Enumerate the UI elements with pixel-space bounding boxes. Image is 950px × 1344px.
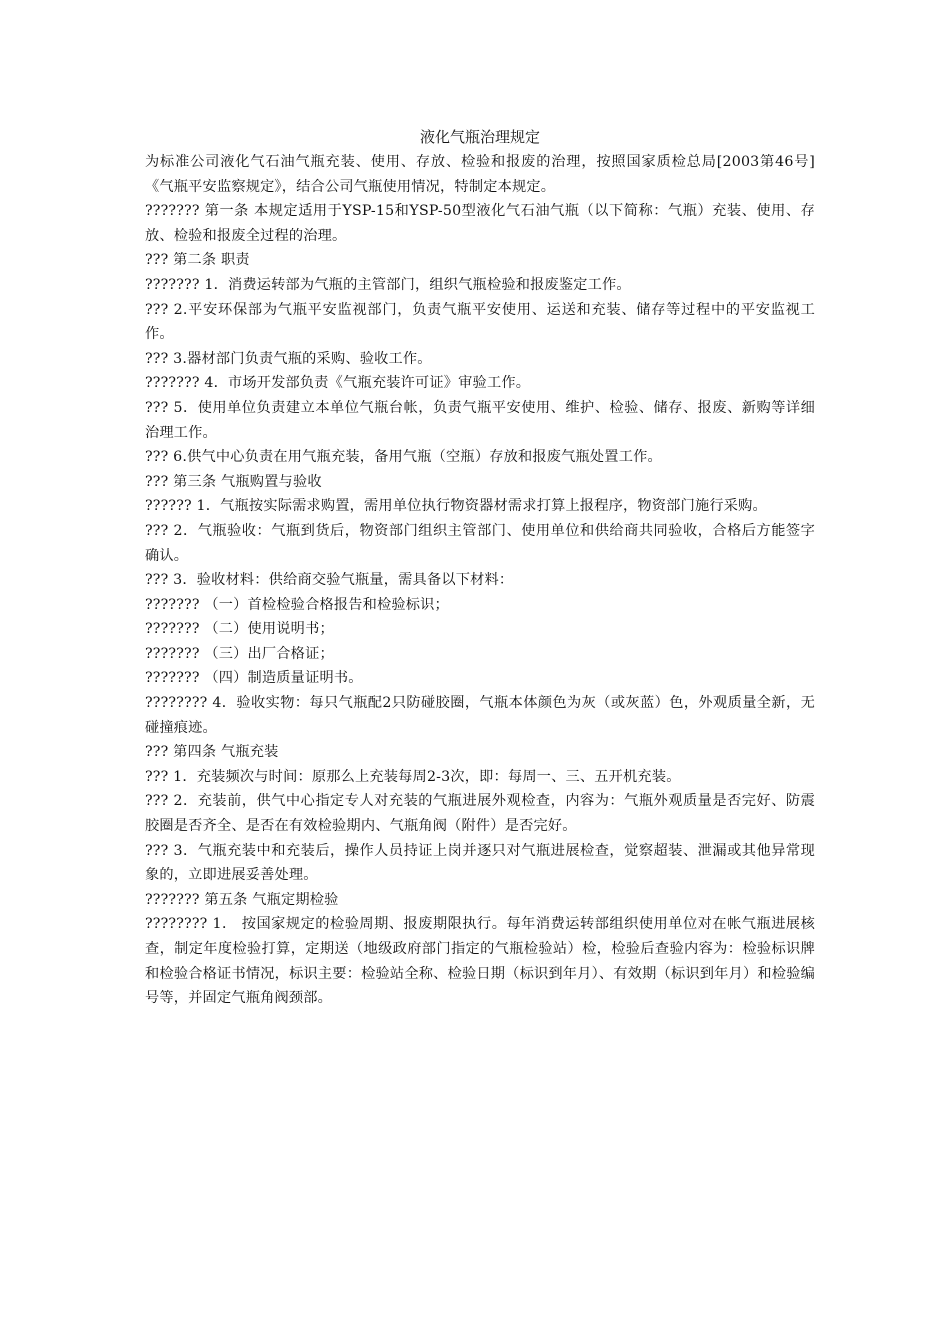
paragraph: ??? 3.器材部门负责气瓶的采购、验收工作。 [145,350,432,367]
paragraph: ??????? 第一条 本规定适用于YSP-15和YSP-50型液化气石油气瓶（以下简称：气瓶）充装、使用、存放、检验和报废全过程的治理。 [145,203,815,244]
paragraph: ??????? 4．市场开发部负责《气瓶充装许可证》审验工作。 [145,375,531,392]
paragraph: ?????? 1．气瓶按实际需求购置，需用单位执行物资器材需求打算上报程序，物资部门施行采购。 [145,498,767,515]
paragraph: ??? 3．验收材料：供给商交验气瓶量，需具备以下材料： [145,572,514,589]
paragraph: ??????? （二）使用说明书； [145,621,334,638]
paragraph: ???????? 4．验收实物：每只气瓶配2只防碰胶圈，气瓶本体颜色为灰（或灰蓝）色，外观质量全新，无碰撞痕迹。 [145,695,815,736]
document-body [145,150,815,1011]
paragraph: ??? 1．充装频次与时间：原那么上充装每周2-3次，即：每周一、三、五开机充装。 [145,768,681,785]
paragraph: ??????? （一）首检检验合格报告和检验标识； [145,596,449,613]
paragraph: ??????? 第五条 气瓶定期检验 [145,891,339,908]
paragraph: ??????? 1．消费运转部为气瓶的主管部门，组织气瓶检验和报废鉴定工作。 [145,276,631,293]
paragraph: ??? 3．气瓶充装中和充装后，操作人员持证上岗并逐只对气瓶进展检查，觉察超装、泄漏或其他异常现象的，立即进展妥善处理。 [145,842,815,884]
paragraph: ??? 6.供气中心负责在用气瓶充装，备用气瓶（空瓶）存放和报废气瓶处置工作。 [145,449,662,466]
paragraph: ??? 第三条 气瓶购置与验收 [145,473,322,490]
paragraph: ??? 第二条 职责 [145,252,250,269]
paragraph: ??????? （四）制造质量证明书。 [145,670,363,687]
paragraph: ??? 2．充装前，供气中心指定专人对充装的气瓶进展外观检查，内容为：气瓶外观质量是否完好、防震胶圈是否齐全、是否在有效检验期内、气瓶角阀（附件）是否完好。 [145,793,815,835]
paragraph: ??? 2.平安环保部为气瓶平安监视部门，负责气瓶平安使用、运送和充装、储存等过程中的平安监视工作。 [145,301,815,343]
paragraph: ??? 第四条 气瓶充装 [145,744,279,761]
paragraph: ??????? （三）出厂合格证； [145,645,334,662]
paragraph: ???????? 1． 按国家规定的检验周期、报废期限执行。每年消费运转部组织使用单位对在帐气瓶进展核查，制定年度检验打算，定期送（地级政府部门指定的气瓶检验站）检，检验后查验内容为：检验标识牌和检验合格证书情况，标识主要：检验站全称、检验日期（标识到年月）、有效期（标识到年月）和检验编号等，并固定气瓶角阀颈部。 [145,916,815,1007]
paragraph: ??? 5．使用单位负责建立本单位气瓶台帐，负责气瓶平安使用、维护、检验、储存、报废、新购等详细治理工作。 [145,399,815,441]
document-page [145,126,815,1011]
paragraph: 为标准公司液化气石油气瓶充装、使用、存放、检验和报废的治理，按照国家质检总局[2003第46号]《气瓶平安监察规定》，结合公司气瓶使用情况，特制定本规定。 [145,154,815,195]
paragraph: ??? 2．气瓶验收：气瓶到货后，物资部门组织主管部门、使用单位和供给商共同验收，合格后方能签字确认。 [145,522,815,564]
document-title: 液化气瓶治理规定 [419,128,540,146]
